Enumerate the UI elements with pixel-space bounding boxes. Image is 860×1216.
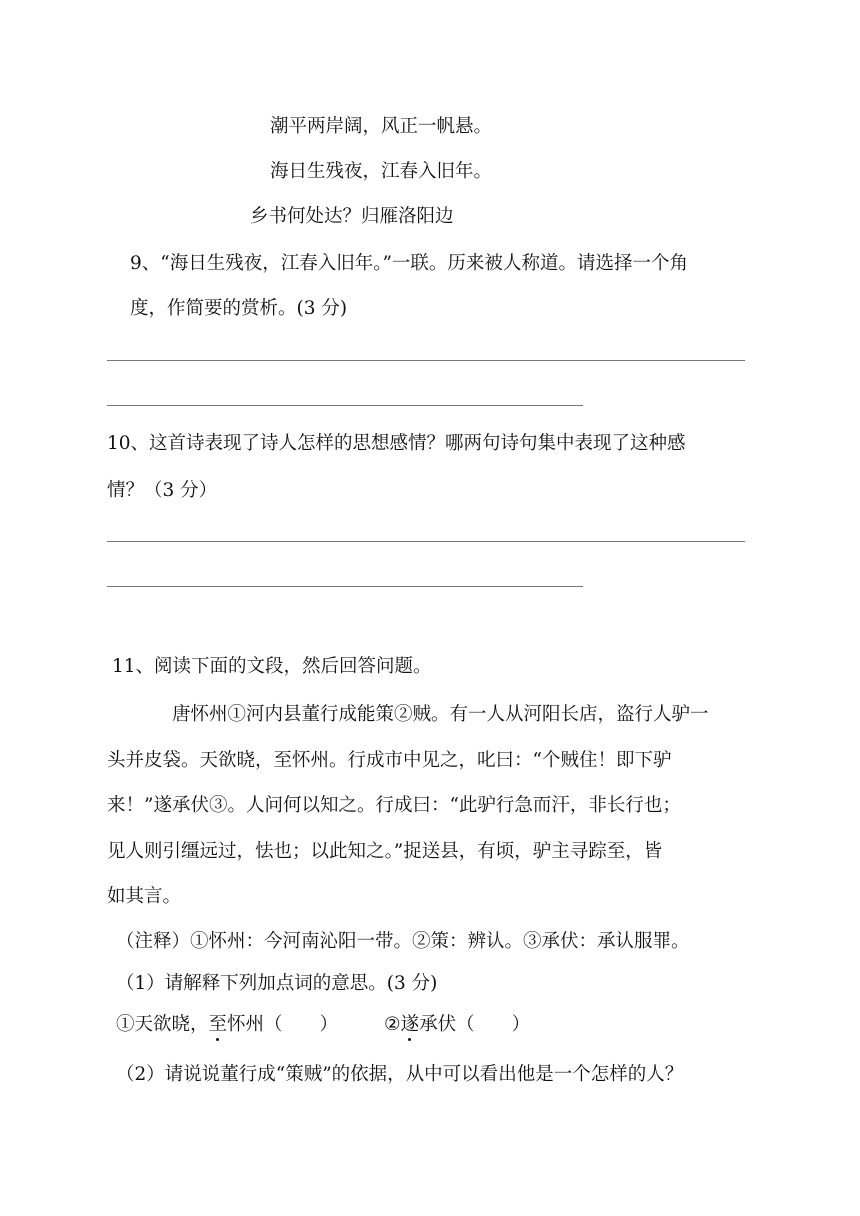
item-a-prefix: ①天欲晓，: [116, 1014, 209, 1035]
poem-line-4: 海日生残夜，江春入旧年。: [270, 161, 493, 182]
annotation-note: （注释）①怀州：今河南沁阳一带。②策：辨认。③承伏：承认服罪。: [116, 931, 690, 952]
poem-line-3: 潮平两岸阔，风正一帆悬。: [270, 116, 493, 137]
passage-line: 头并皮袋。天欲晓，至怀州。行成市中见之，叱曰：“个贼住！即下驴: [107, 750, 672, 771]
poem-line-5: 乡书何处达？归雁洛阳边: [250, 206, 454, 227]
item-b-blank[interactable]: 承伏（ ）: [419, 1014, 531, 1035]
answer-line[interactable]: [107, 541, 745, 542]
passage-line: 唐怀州①河内县董行成能策②贼。有一人从河阳长店，盗行人驴一: [172, 704, 709, 725]
answer-line[interactable]: [107, 586, 583, 587]
item-b-prefix: ②: [384, 1014, 401, 1035]
question-11-title: 11、阅读下面的文段，然后回答问题。: [112, 656, 432, 677]
subquestion-1-item-b: [384, 1016, 530, 1035]
subquestion-2: （2）请说说董行成“策贼”的依据，从中可以看出他是一个怎样的人？: [116, 1064, 684, 1085]
question-9-line-2: 度，作简要的赏析。(3 分): [130, 298, 348, 319]
dotted-word: 至: [208, 1014, 228, 1035]
subquestion-1-item-a: [116, 1016, 338, 1035]
passage-line: 见人则引缰远过，怯也；以此知之。”捉送县，有顷，驴主寻踪至，皆: [107, 841, 663, 862]
answer-line[interactable]: [107, 360, 745, 361]
question-10-line-2: 情？（3 分）: [107, 480, 218, 501]
question-10-line-1: 10、这首诗表现了诗人怎样的思想感情？哪两句诗句集中表现了这种感: [107, 433, 686, 454]
subquestion-1: （1）请解释下列加点词的意思。(3 分): [116, 973, 438, 994]
passage-line: 来！”遂承伏③。人问何以知之。行成曰：“此驴行急而汗，非长行也；: [107, 795, 681, 816]
question-9-line-1: 9、“海日生残夜，江春入旧年。”一联。历来被人称道。请选择一个角: [130, 253, 688, 274]
dotted-word: 遂: [400, 1014, 420, 1035]
item-a-blank[interactable]: 怀州（ ）: [227, 1014, 339, 1035]
passage-line: 如其言。: [107, 886, 182, 907]
answer-line[interactable]: [107, 405, 583, 406]
